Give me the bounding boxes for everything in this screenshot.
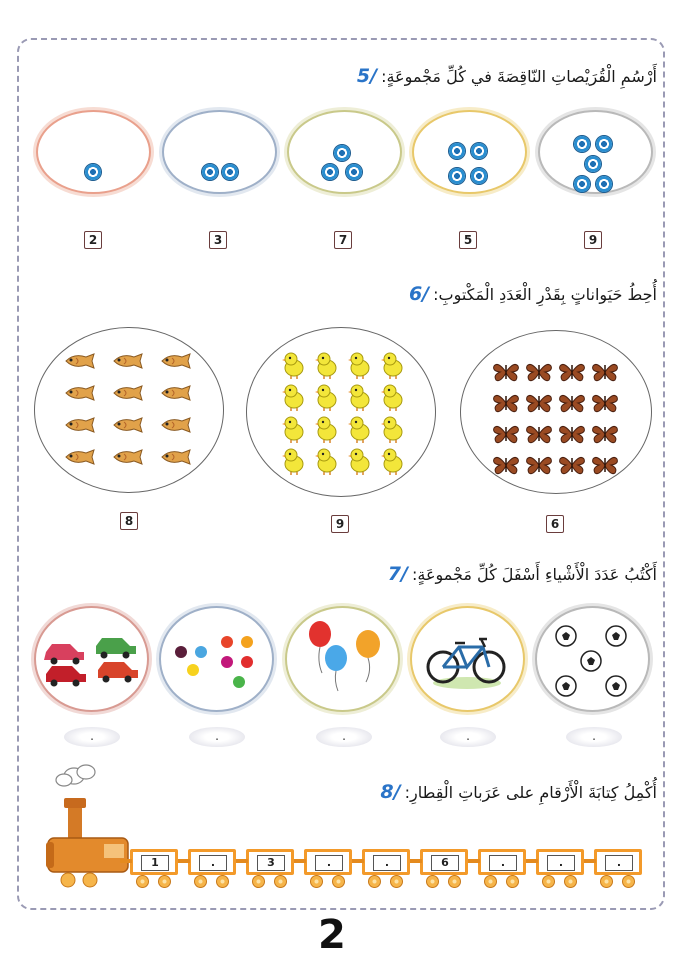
- answer-field[interactable]: .: [64, 727, 120, 747]
- disc-icon: [322, 164, 338, 180]
- wagon-coupler: [178, 859, 190, 863]
- butterfly-group-circle: [460, 330, 652, 494]
- disc-icon: [222, 164, 238, 180]
- disc-group-circle: [36, 110, 151, 194]
- dot-icon: [233, 676, 245, 688]
- wagon-coupler: [526, 859, 538, 863]
- chick-icon[interactable]: [282, 415, 306, 447]
- wagon-number-field[interactable]: 1: [141, 855, 169, 871]
- dot-icon: [241, 656, 253, 668]
- butterfly-icon[interactable]: [525, 454, 553, 480]
- wheel-icon: [542, 875, 555, 888]
- chick-icon[interactable]: [315, 415, 339, 447]
- butterfly-icon[interactable]: [558, 392, 586, 418]
- disc-icon: [449, 143, 465, 159]
- wagon-number-field[interactable]: .: [489, 855, 517, 871]
- butterfly-icon[interactable]: [558, 361, 586, 387]
- soccer-ball-icon: [556, 676, 576, 696]
- wheel-icon: [484, 875, 497, 888]
- dot-icon: [175, 646, 187, 658]
- wheel-icon: [448, 875, 461, 888]
- train-wagon: [594, 849, 642, 875]
- dot-icon: [221, 656, 233, 668]
- wagon-number-field[interactable]: .: [373, 855, 401, 871]
- exercise-6-text: أُحِطُ حَيَواناتٍ بِقَدْرِ الْعَدَدِ الْمَكْتوبِ:: [433, 284, 657, 304]
- fish-icon[interactable]: [160, 448, 194, 470]
- chick-icon[interactable]: [282, 383, 306, 415]
- wheel-icon: [600, 875, 613, 888]
- soccer-ball-icon: [606, 626, 626, 646]
- wheel-icon: [216, 875, 229, 888]
- disc-group-circle: [412, 110, 527, 194]
- fish-icon[interactable]: [64, 448, 98, 470]
- chick-icon[interactable]: [348, 415, 372, 447]
- target-number-box: 3: [209, 231, 227, 249]
- train-wagon: [246, 849, 294, 875]
- dot-icon: [187, 664, 199, 676]
- locomotive-icon: [44, 762, 134, 892]
- disc-icon: [574, 176, 590, 192]
- fish-icon[interactable]: [112, 352, 146, 374]
- fish-icon[interactable]: [112, 416, 146, 438]
- wheel-icon: [158, 875, 171, 888]
- exercise-6-number: 6/: [408, 283, 430, 305]
- chick-icon[interactable]: [381, 383, 405, 415]
- train-wagon: [362, 849, 410, 875]
- target-number-box: 5: [459, 231, 477, 249]
- wheel-icon: [564, 875, 577, 888]
- target-number-box: 2: [84, 231, 102, 249]
- target-number-box: 6: [546, 515, 564, 533]
- exercise-5-text: أَرْسُمِ الْقُرَيْصاتِ النّاقِصَةَ في كُلِّ مَجْموعَةٍ:: [381, 66, 657, 86]
- wheel-icon: [506, 875, 519, 888]
- disc-icon: [449, 168, 465, 184]
- butterfly-icon[interactable]: [525, 392, 553, 418]
- chick-icon[interactable]: [282, 351, 306, 383]
- train-wagon: [478, 849, 526, 875]
- wagon-number-field[interactable]: .: [605, 855, 633, 871]
- wheel-icon: [390, 875, 403, 888]
- exercise-8-number: 8/: [380, 781, 401, 803]
- wagon-number-field[interactable]: .: [315, 855, 343, 871]
- exercise-7-instruction: [388, 561, 657, 587]
- butterfly-icon[interactable]: [525, 361, 553, 387]
- butterfly-icon[interactable]: [591, 361, 619, 387]
- wheel-icon: [368, 875, 381, 888]
- fish-icon[interactable]: [160, 384, 194, 406]
- butterfly-icon[interactable]: [558, 454, 586, 480]
- exercise-5-instruction: [357, 63, 657, 89]
- fish-icon[interactable]: [64, 352, 98, 374]
- wagon-number-field[interactable]: 6: [431, 855, 459, 871]
- disc-icon: [574, 136, 590, 152]
- wagon-coupler: [294, 859, 306, 863]
- balloons-illustration: [300, 616, 390, 696]
- exercise-6-instruction: [409, 281, 657, 307]
- fish-icon[interactable]: [112, 448, 146, 470]
- target-number-box: 9: [584, 231, 602, 249]
- wheel-icon: [622, 875, 635, 888]
- butterfly-icon[interactable]: [525, 423, 553, 449]
- fish-icon[interactable]: [64, 416, 98, 438]
- answer-field[interactable]: .: [440, 727, 496, 747]
- chick-icon[interactable]: [348, 351, 372, 383]
- exercise-7-number: 7/: [387, 563, 408, 585]
- page-number: 2: [318, 912, 346, 958]
- disc-icon: [596, 136, 612, 152]
- car-icon: [46, 666, 86, 687]
- disc-group-circle: [162, 110, 277, 194]
- dots-illustration: [165, 628, 270, 692]
- disc-icon: [471, 143, 487, 159]
- wheel-icon: [274, 875, 287, 888]
- wheel-icon: [136, 875, 149, 888]
- soccer-ball-icon: [606, 676, 626, 696]
- disc-icon: [596, 176, 612, 192]
- chick-icon[interactable]: [348, 447, 372, 479]
- wheel-icon: [332, 875, 345, 888]
- target-number-box: 7: [334, 231, 352, 249]
- wheel-icon: [252, 875, 265, 888]
- butterfly-icon[interactable]: [591, 392, 619, 418]
- wheel-icon: [194, 875, 207, 888]
- train-wagon: [130, 849, 178, 875]
- soccer-ball-icon: [581, 651, 601, 671]
- soccer-ball-icon: [556, 626, 576, 646]
- smoke-cloud-icon: [56, 765, 95, 786]
- chick-icon[interactable]: [315, 447, 339, 479]
- dot-icon: [195, 646, 207, 658]
- target-number-box: 8: [120, 512, 138, 530]
- car-icon: [96, 638, 136, 659]
- wagon-number-field[interactable]: .: [547, 855, 575, 871]
- fish-icon[interactable]: [64, 384, 98, 406]
- car-icon: [44, 644, 84, 665]
- chick-icon[interactable]: [381, 415, 405, 447]
- bicycle-icon: [425, 625, 510, 695]
- butterfly-icon[interactable]: [591, 454, 619, 480]
- disc-icon: [85, 164, 101, 180]
- wagon-coupler: [584, 859, 596, 863]
- chick-group-circle: [246, 327, 436, 497]
- cars-illustration: [40, 630, 145, 690]
- disc-icon: [334, 145, 350, 161]
- wheel-icon: [426, 875, 439, 888]
- car-icon: [98, 662, 138, 683]
- dot-icon: [241, 636, 253, 648]
- dot-icon: [221, 636, 233, 648]
- answer-field[interactable]: .: [189, 727, 245, 747]
- chick-icon[interactable]: [381, 447, 405, 479]
- wagon-coupler: [120, 859, 132, 863]
- exercise-8-text: أُكْمِلُ كِتابَةَ الْأَرْقامِ على عَرَباتِ الْقِطارِ:: [404, 782, 657, 802]
- wagon-coupler: [352, 859, 364, 863]
- wagon-coupler: [410, 859, 422, 863]
- chick-icon[interactable]: [348, 383, 372, 415]
- chick-icon[interactable]: [282, 447, 306, 479]
- wagon-number-field[interactable]: .: [199, 855, 227, 871]
- wagon-coupler: [468, 859, 480, 863]
- train-wagon: [188, 849, 236, 875]
- chick-icon[interactable]: [315, 383, 339, 415]
- wagon-coupler: [236, 859, 248, 863]
- butterfly-icon[interactable]: [558, 423, 586, 449]
- train-wagon: [304, 849, 352, 875]
- butterfly-icon[interactable]: [492, 454, 520, 480]
- balloon-icon: [356, 630, 380, 682]
- wheel-icon: [310, 875, 323, 888]
- fish-icon[interactable]: [160, 416, 194, 438]
- wagon-number-field[interactable]: 3: [257, 855, 285, 871]
- exercise-5-number: 5/: [356, 65, 378, 87]
- exercise-8-instruction: [380, 779, 657, 805]
- exercise-7-text: أَكْتُبُ عَدَدَ الْأَشْياءِ أَسْفَلَ كُلِّ مَجْموعَةٍ:: [411, 564, 657, 584]
- butterfly-icon[interactable]: [591, 423, 619, 449]
- disc-icon: [202, 164, 218, 180]
- butterfly-icon[interactable]: [492, 423, 520, 449]
- disc-icon: [585, 156, 601, 172]
- answer-field[interactable]: .: [566, 727, 622, 747]
- butterfly-icon[interactable]: [492, 361, 520, 387]
- target-number-box: 9: [331, 515, 349, 533]
- train-wagon: [420, 849, 468, 875]
- soccer-balls-illustration: [548, 616, 638, 704]
- answer-field[interactable]: .: [316, 727, 372, 747]
- butterfly-icon[interactable]: [492, 392, 520, 418]
- balloon-icon: [325, 645, 347, 691]
- chick-icon[interactable]: [381, 351, 405, 383]
- disc-icon: [346, 164, 362, 180]
- fish-icon[interactable]: [160, 352, 194, 374]
- disc-icon: [471, 168, 487, 184]
- fish-icon[interactable]: [112, 384, 146, 406]
- train-wagon: [536, 849, 584, 875]
- chick-icon[interactable]: [315, 351, 339, 383]
